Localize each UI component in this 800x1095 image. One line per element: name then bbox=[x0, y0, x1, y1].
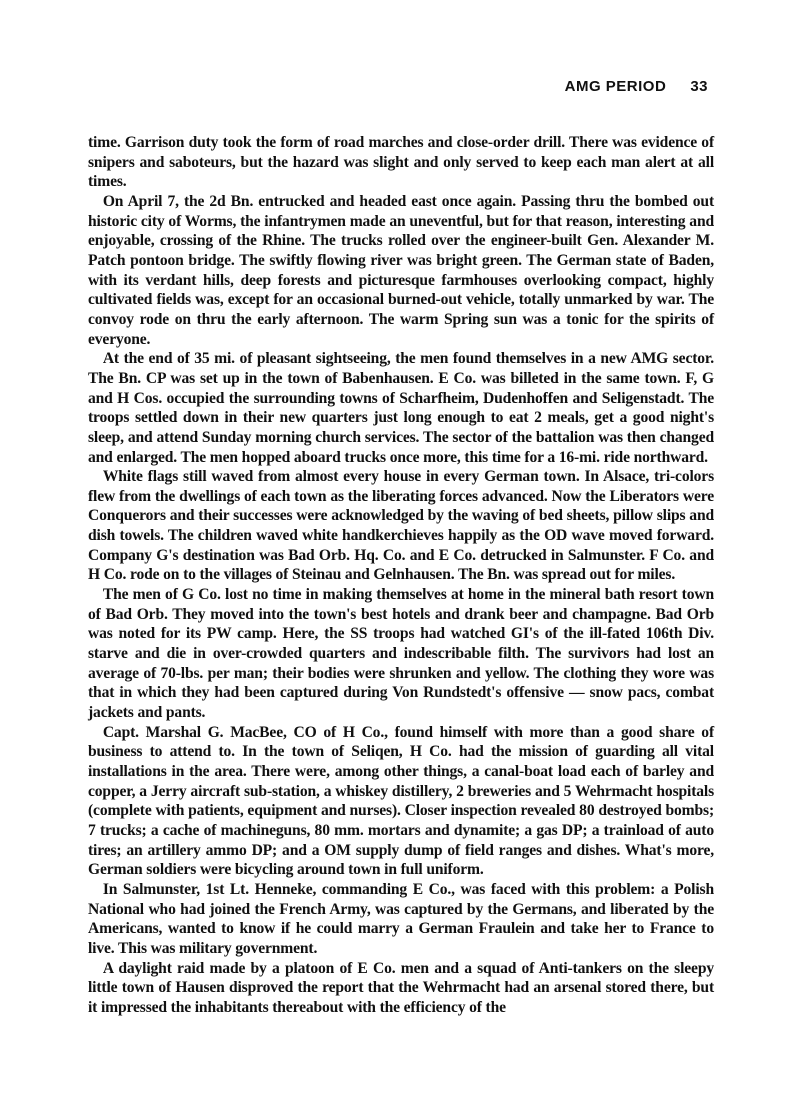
running-header bbox=[0, 78, 708, 95]
paragraph-7: In Salmunster, 1st Lt. Henneke, commanding E Co., was faced with this problem: a Polish National who had joined the French Army, was captured by the Germans, and liberated by the Americans, wanted to know if he could marry a German Fraulein and take her to France to live. This was military government. bbox=[88, 880, 714, 957]
paragraph-3: At the end of 35 mi. of pleasant sightseeing, the men found themselves in a new AMG sector. The Bn. CP was set up in the town of Babenhausen. E Co. was billeted in the same town. F, G and H Cos. occupied the surrounding towns of Scharfheim, Dudenhoffen and Seligenstadt. The troops settled down in their new quarters just long enough to eat 2 meals, get a good night's sleep, and attend Sunday morning church services. The sector of the battalion was then changed and enlarged. The men hopped aboard trucks once more, this time for a 16-mi. ride northward. bbox=[88, 350, 714, 466]
section-title: AMG PERIOD bbox=[564, 78, 667, 95]
page-number: 33 bbox=[690, 78, 708, 95]
paragraph-1: time. Garrison duty took the form of road marches and close-order drill. There was evidence of snipers and saboteurs, but the hazard was slight and only served to keep each man alert at all times. bbox=[88, 134, 714, 191]
body-text bbox=[88, 133, 714, 1018]
paragraph-6: Capt. Marshal G. MacBee, CO of H Co., found himself with more than a good share of business to attend to. In the town of Seliqen, H Co. had the mission of guarding all vital installations in the area. There were, among other things, a canal-boat load each of barley and copper, a Jerry aircraft sub-station, a whiskey distillery, 2 breweries and 5 Wehrmacht hospitals (complete with patients, equipment and nurses). Closer inspection revealed 80 destroyed bombs; 7 trucks; a cache of machineguns, 80 mm. mortars and dynamite; a gas DP; a trainload of auto tires; an artillery ammo DP; and a OM supply dump of field ranges and dishes. What's more, German soldiers were bicycling around town in full uniform. bbox=[88, 723, 714, 879]
paragraph-8: A daylight raid made by a platoon of E Co. men and a squad of Anti-tankers on the sleepy little town of Hausen disproved the report that the Wehrmacht had an arsenal stored there, but it impressed the inhabitants thereabout with the efficiency of the bbox=[88, 959, 714, 1016]
paragraph-2: On April 7, the 2d Bn. entrucked and headed east once again. Passing thru the bombed out historic city of Worms, the infantrymen made an uneventful, but for that reason, interesting and enjoyable, crossing of the Rhine. The trucks rolled over the engineer-built Gen. Alexander M. Patch pontoon bridge. The swiftly flowing river was bright green. The German state of Baden, with its verdant hills, deep forests and picturesque farmhouses overlooking compact, highly cultivated fields was, except for an occasional burned-out vehicle, totally unmarked by war. The convoy rode on thru the early afternoon. The warm Spring sun was a tonic for the spirits of everyone. bbox=[88, 192, 714, 348]
paragraph-5: The men of G Co. lost no time in making themselves at home in the mineral bath resort town of Bad Orb. They moved into the town's best hotels and drank beer and champagne. Bad Orb was noted for its PW camp. Here, the SS troops had watched GI's of the ill-fated 106th Div. starve and die in over-crowded quarters and indescribable filth. The survivors had lost an average of 70-lbs. per man; their bodies were shrunken and yellow. The clothing they wore was that in which they had been captured during Von Rundstedt's offensive — snow pacs, combat jackets and pants. bbox=[88, 586, 714, 722]
paragraph-4: White flags still waved from almost every house in every German town. In Alsace, tri-colors flew from the dwellings of each town as the liberating forces advanced. Now the Liberators were Conquerors and their successes were acknowledged by the waving of bed sheets, pillow slips and dish towels. The children waved white handkerchieves happily as the OD wave moved forward. Company G's destination was Bad Orb. Hq. Co. and E Co. detrucked in Salmunster. F Co. and H Co. rode on to the villages of Steinau and Gelnhausen. The Bn. was spread out for miles. bbox=[88, 468, 714, 584]
